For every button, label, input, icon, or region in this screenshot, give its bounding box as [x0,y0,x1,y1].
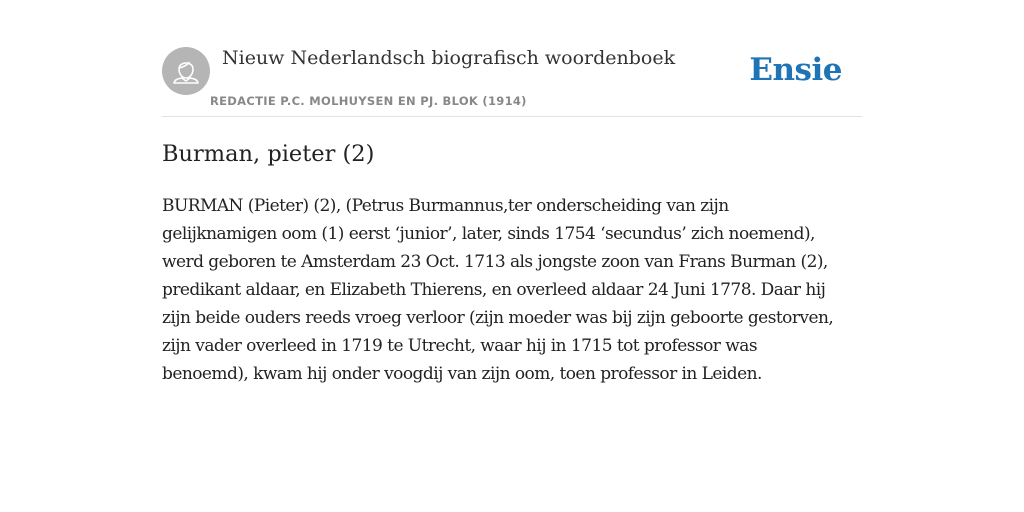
entry-text-line: benoemd), kwam hij onder voogdij van zijn oom, toen professor in Leiden. [162,364,762,384]
avatar [162,47,210,95]
book-header [162,40,862,117]
entry-text-line: predikant aldaar, en Elizabeth Thierens, en overleed aldaar 24 Juni 1778. Daar hij [162,280,826,300]
book-title[interactable]: Nieuw Nederlandsch biografisch woordenboek [222,47,676,69]
entry-text-line: gelijknamigen oom (1) eerst ‘junior’, later, sinds 1754 ‘secundus’ zich noemend), [162,224,815,244]
entry-text-line: werd geboren te Amsterdam 23 Oct. 1713 als jongste zoon van Frans Burman (2), [162,252,828,272]
entry-text-line: zijn vader overleed in 1719 te Utrecht, waar hij in 1715 tot professor was [162,336,757,356]
user-icon [162,47,210,95]
entry-body [162,192,862,388]
ensie-logo[interactable]: Ensie [749,52,842,88]
entry-text-line: zijn beide ouders reeds vroeg verloor (zijn moeder was bij zijn geboorte gestorven, [162,308,834,328]
entry-text-line: BURMAN (Pieter) (2), (Petrus Burmannus,ter onderscheiding van zijn [162,196,729,216]
entry-title: Burman, pieter (2) [162,141,375,167]
editors-credit: REDACTIE P.C. MOLHUYSEN EN PJ. BLOK (1914) [210,94,527,108]
